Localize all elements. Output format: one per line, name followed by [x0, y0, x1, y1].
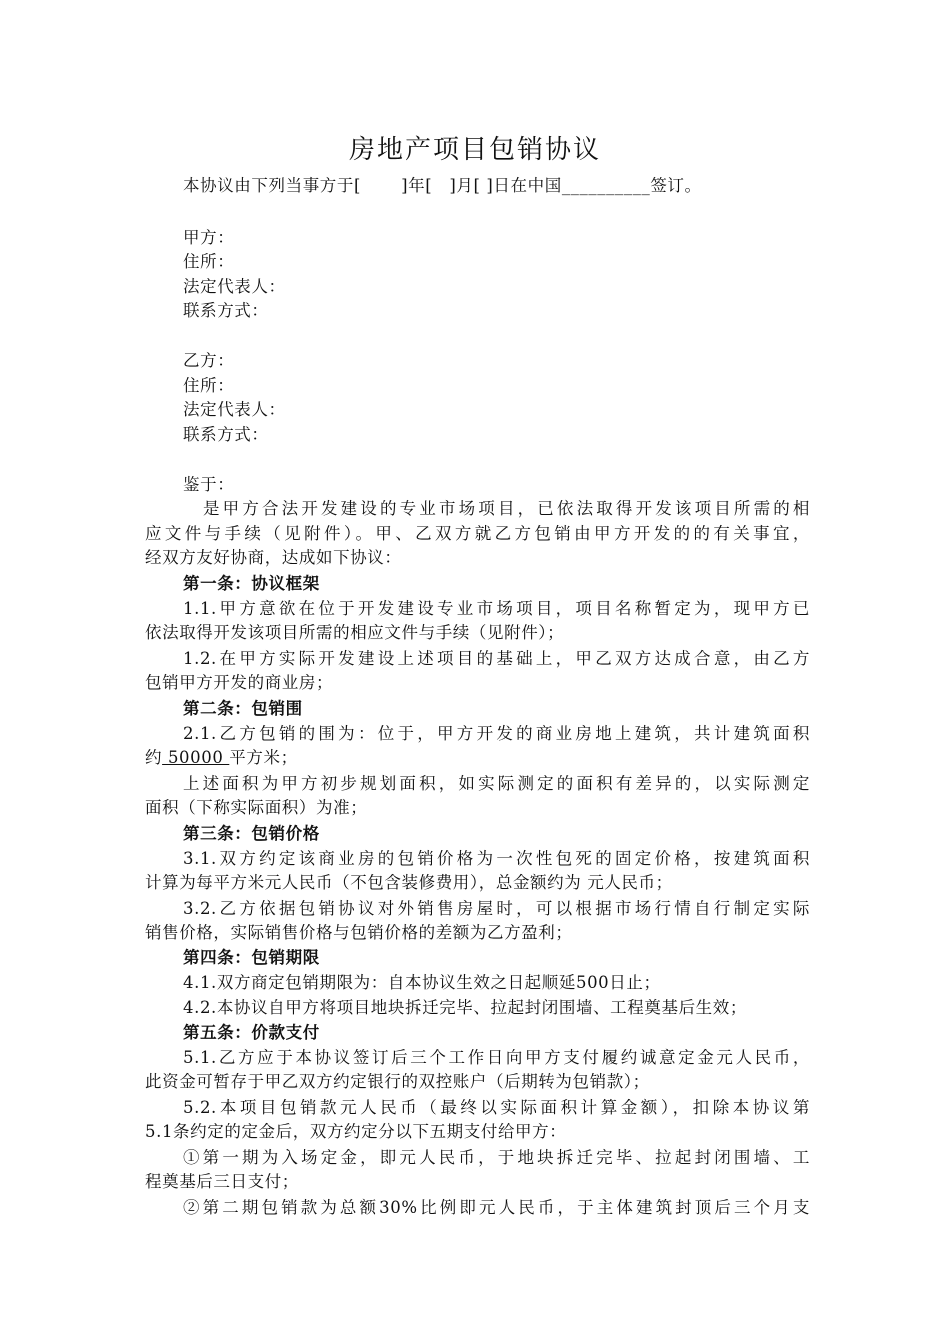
clause-line: 此资金可暂存于甲乙双方约定银行的双控账户（后期转为包销款）；: [145, 1072, 650, 1091]
party-a-rep: 法定代表人：: [183, 277, 286, 296]
article-2-heading: 第二条：包销围: [183, 699, 303, 718]
article-3-heading: 第三条：包销价格: [183, 824, 320, 843]
clause-line: 5.1.乙方应于本协议签订后三个工作日向甲方支付履约诚意定金元人民币，: [183, 1048, 810, 1067]
party-a-address: 住所：: [183, 252, 235, 271]
clause-line: ②第二期包销款为总额30%比例即元人民币，于主体建筑封顶后三个月支: [183, 1198, 810, 1217]
clause-line: 5.2.本项目包销款元人民币（最终以实际面积计算金额），扣除本协议第: [183, 1098, 810, 1117]
whereas-line: 经双方友好协商，达成如下协议：: [145, 548, 402, 567]
whereas-line: 应文件与手续（见附件）。甲、乙双方就乙方包销由甲方开发的的有关事宜，: [145, 524, 810, 543]
area-prefix: 约: [145, 748, 163, 767]
area-unit: 平方米；: [229, 748, 298, 767]
clause-line: 面积（下称实际面积）为准；: [145, 798, 368, 817]
clause-line: 上述面积为甲方初步规划面积，如实际测定的面积有差异的，以实际测定: [183, 774, 810, 793]
area-value: 50000: [162, 748, 230, 767]
clause-line: [145, 746, 810, 770]
clause-line: 1.2.在甲方实际开发建设上述项目的基础上，甲乙双方达成合意，由乙方: [183, 649, 810, 668]
article-4-heading: 第四条：包销期限: [183, 948, 320, 967]
party-b-address: 住所：: [183, 376, 235, 395]
clause-line: 2.1.乙方包销的围为：位于，甲方开发的商业房地上建筑，共计建筑面积: [183, 724, 810, 743]
clause-line: 包销甲方开发的商业房；: [145, 673, 334, 692]
party-a-contact: 联系方式：: [183, 301, 269, 320]
clause-line: 3.2.乙方依据包销协议对外销售房屋时，可以根据市场行情自行制定实际: [183, 899, 810, 918]
party-b-label: 乙方：: [183, 351, 235, 370]
whereas-line: 是甲方合法开发建设的专业市场项目，已依法取得开发该项目所需的相: [203, 499, 810, 518]
clause-line: 销售价格，实际销售价格与包销价格的差额为乙方盈利；: [145, 923, 573, 942]
clause-line: 4.1.双方商定包销期限为：自本协议生效之日起顺延500日止；: [183, 973, 661, 992]
clause-line: 4.2.本协议自甲方将项目地块拆迁完毕、拉起封闭围墙、工程奠基后生效；: [183, 998, 747, 1017]
clause-line: 程奠基后三日支付；: [145, 1172, 299, 1191]
party-a-label: 甲方：: [183, 228, 235, 247]
whereas-heading: 鉴于：: [183, 475, 235, 494]
party-b-rep: 法定代表人：: [183, 400, 286, 419]
clause-line: 计算为每平方米元人民币（不包含装修费用），总金额约为 元人民币；: [145, 873, 673, 892]
intro-line: 本协议由下列当事方于[ ]年[ ]月[ ]日在中国__________签订。: [183, 176, 702, 195]
document-title: 房地产项目包销协议: [348, 135, 601, 165]
party-b-contact: 联系方式：: [183, 425, 269, 444]
clause-line: ①第一期为入场定金，即元人民币，于地块拆迁完毕、拉起封闭围墙、工: [183, 1148, 810, 1167]
clause-line: 依法取得开发该项目所需的相应文件与手续（见附件）；: [145, 623, 565, 642]
article-5-heading: 第五条：价款支付: [183, 1023, 320, 1042]
clause-line: 1.1.甲方意欲在位于开发建设专业市场项目，项目名称暂定为，现甲方已: [183, 599, 810, 618]
clause-line: 3.1.双方约定该商业房的包销价格为一次性包死的固定价格，按建筑面积: [183, 849, 810, 868]
article-1-heading: 第一条：协议框架: [183, 574, 320, 593]
clause-line: 5.1条约定的定金后，双方约定分以下五期支付给甲方：: [145, 1122, 567, 1141]
